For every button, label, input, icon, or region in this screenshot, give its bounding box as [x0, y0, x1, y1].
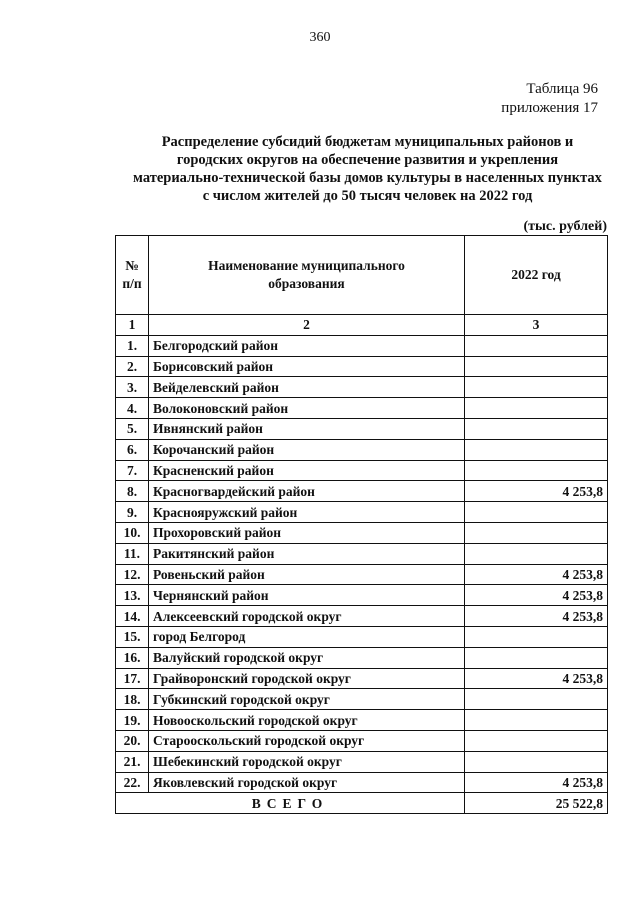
- table-reference: [501, 80, 598, 118]
- row-municipality: Новооскольский городской округ: [149, 710, 465, 731]
- row-number: 2.: [116, 356, 149, 377]
- row-value: [465, 398, 608, 419]
- row-municipality: Алексеевский городской округ: [149, 606, 465, 627]
- row-municipality: Красногвардейский район: [149, 481, 465, 502]
- row-municipality: Валуйский городской округ: [149, 647, 465, 668]
- row-value: 4 253,8: [465, 481, 608, 502]
- row-value: [465, 522, 608, 543]
- table-row: [116, 356, 608, 377]
- header-year: 2022 год: [465, 236, 608, 315]
- table-row: [116, 460, 608, 481]
- row-value: [465, 460, 608, 481]
- total-value: 25 522,8: [465, 793, 608, 814]
- column-number-2: 2: [149, 315, 465, 336]
- units-label: (тыс. рублей): [523, 219, 607, 234]
- row-value: [465, 543, 608, 564]
- row-value: [465, 730, 608, 751]
- row-municipality: Ивнянский район: [149, 418, 465, 439]
- row-value: 4 253,8: [465, 606, 608, 627]
- row-value: 4 253,8: [465, 564, 608, 585]
- column-number-3: 3: [465, 315, 608, 336]
- row-number: 14.: [116, 606, 149, 627]
- table-row: [116, 668, 608, 689]
- row-value: [465, 751, 608, 772]
- total-label: ВСЕГО: [116, 793, 465, 814]
- table-row: [116, 398, 608, 419]
- row-value: [465, 418, 608, 439]
- subsidy-table: [115, 235, 608, 814]
- row-number: 6.: [116, 439, 149, 460]
- table-body: [116, 315, 608, 793]
- row-value: [465, 647, 608, 668]
- row-municipality: Яковлевский городской округ: [149, 772, 465, 793]
- row-value: [465, 356, 608, 377]
- table-row: [116, 543, 608, 564]
- row-number: 21.: [116, 751, 149, 772]
- table-row: [116, 439, 608, 460]
- table-row: [116, 377, 608, 398]
- row-number: 18.: [116, 689, 149, 710]
- row-municipality: Грайворонский городской округ: [149, 668, 465, 689]
- row-number: 3.: [116, 377, 149, 398]
- row-municipality: Корочанский район: [149, 439, 465, 460]
- row-number: 11.: [116, 543, 149, 564]
- row-municipality: Старооскольский городской округ: [149, 730, 465, 751]
- row-number: 1.: [116, 335, 149, 356]
- table-row: [116, 772, 608, 793]
- row-municipality: Шебекинский городской округ: [149, 751, 465, 772]
- row-municipality: Белгородский район: [149, 335, 465, 356]
- row-value: [465, 377, 608, 398]
- row-value: 4 253,8: [465, 585, 608, 606]
- table-row: [116, 481, 608, 502]
- row-municipality: Губкинский городской округ: [149, 689, 465, 710]
- row-municipality: Волоконовский район: [149, 398, 465, 419]
- row-municipality: Вейделевский район: [149, 377, 465, 398]
- row-number: 19.: [116, 710, 149, 731]
- row-municipality: Ракитянский район: [149, 543, 465, 564]
- table-row: [116, 730, 608, 751]
- header-number-line-2: п/п: [122, 276, 142, 291]
- row-number: 12.: [116, 564, 149, 585]
- table-row: [116, 626, 608, 647]
- table-ref-line-1: Таблица 96: [526, 81, 598, 97]
- row-municipality: Прохоровский район: [149, 522, 465, 543]
- row-number: 5.: [116, 418, 149, 439]
- row-number: 10.: [116, 522, 149, 543]
- table-row: [116, 647, 608, 668]
- row-number: 17.: [116, 668, 149, 689]
- table-header-row: [116, 236, 608, 315]
- column-numbers-row: [116, 315, 608, 336]
- table-row: [116, 502, 608, 523]
- row-municipality: Краснояружский район: [149, 502, 465, 523]
- table-row: [116, 418, 608, 439]
- table-row: [116, 522, 608, 543]
- row-municipality: Чернянский район: [149, 585, 465, 606]
- row-number: 22.: [116, 772, 149, 793]
- row-number: 9.: [116, 502, 149, 523]
- row-value: 4 253,8: [465, 772, 608, 793]
- row-value: [465, 710, 608, 731]
- row-number: 15.: [116, 626, 149, 647]
- row-municipality: Ровеньский район: [149, 564, 465, 585]
- row-value: 4 253,8: [465, 668, 608, 689]
- row-municipality: Борисовский район: [149, 356, 465, 377]
- row-value: [465, 439, 608, 460]
- table-row: [116, 710, 608, 731]
- row-number: 7.: [116, 460, 149, 481]
- header-municipality: Наименование муниципального образования: [149, 236, 465, 315]
- row-municipality: город Белгород: [149, 626, 465, 647]
- row-value: [465, 335, 608, 356]
- page-number: 360: [309, 30, 331, 45]
- row-number: 4.: [116, 398, 149, 419]
- row-number: 16.: [116, 647, 149, 668]
- document-title: Распределение субсидий бюджетам муниципальных районов и городских округов на обеспечение развития и укрепления материально-технической базы домов культуры в населенных пунктах с числом жителей до 50 тысяч человек на 2022 год: [133, 134, 602, 204]
- table-ref-line-2: приложения 17: [501, 100, 598, 116]
- header-number-line-1: №: [125, 258, 139, 273]
- column-number-1: 1: [116, 315, 149, 336]
- table-row: [116, 335, 608, 356]
- header-number: [116, 236, 149, 315]
- row-value: [465, 689, 608, 710]
- row-number: 8.: [116, 481, 149, 502]
- row-value: [465, 502, 608, 523]
- table-row: [116, 751, 608, 772]
- row-number: 20.: [116, 730, 149, 751]
- table-row: [116, 585, 608, 606]
- table-row: [116, 689, 608, 710]
- row-number: 13.: [116, 585, 149, 606]
- row-value: [465, 626, 608, 647]
- table-row: [116, 564, 608, 585]
- table-row: [116, 606, 608, 627]
- row-municipality: Красненский район: [149, 460, 465, 481]
- total-row: [116, 793, 608, 814]
